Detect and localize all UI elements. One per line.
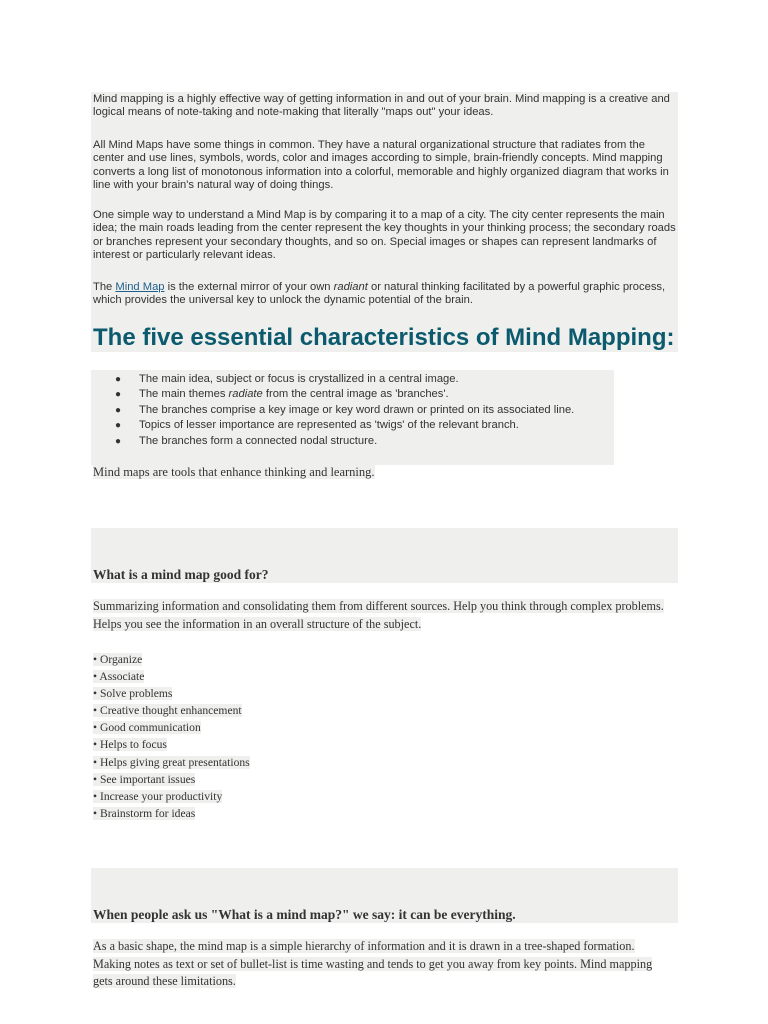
characteristics-list <box>93 372 574 449</box>
list-item <box>93 668 250 685</box>
intro-paragraph-2: All Mind Maps have some things in common. They have a natural organizational structure that radiates from the center and use lines, symbols, words, color and images according to simple, brain-friendly concepts. Mind mapping converts a long list of monotonous information into a colorful, memorable and highly organized diagram that works in line with your brain's natural way of doing things. <box>93 139 669 192</box>
characteristics-heading: The five essential characteristics of Mind Mapping: <box>93 324 675 351</box>
list-item-text: The branches comprise a key image or key word drawn or printed on its associated line. <box>139 403 575 416</box>
list-item <box>93 651 250 668</box>
bullet-icon: ● <box>115 435 122 447</box>
list-item-text-end: from the central image as 'branches'. <box>262 388 449 401</box>
tagline-text: Mind maps are tools that enhance thinking and learning. <box>93 465 375 479</box>
list-item-text: The main idea, subject or focus is crystallized in a central image. <box>139 373 459 385</box>
list-item <box>93 418 574 433</box>
good-for-heading: What is a mind map good for? <box>93 567 269 582</box>
list-item <box>93 805 250 822</box>
list-item-text: Topics of lesser importance are represented as 'twigs' of the relevant branch. <box>139 419 519 432</box>
list-item <box>93 434 574 449</box>
list-item <box>93 372 574 387</box>
p4-end-text: or natural thinking facilitated by a powerful graphic process, which provides the universal key to unlock the dynamic potential of the brain. <box>93 281 666 307</box>
list-item <box>93 719 250 736</box>
list-item-text: The branches form a connected nodal structure. <box>139 434 378 447</box>
good-for-intro-text: Summarizing information and consolidating them from different sources. Help you think through complex problems. Helps you see the information in an overall structure of the subject. <box>93 599 664 631</box>
mind-map-link[interactable]: Mind Map <box>115 281 165 293</box>
list-item-text: • Good communication <box>93 721 201 735</box>
characteristics-tagline <box>93 464 375 480</box>
p4-emphasis-text: radiant <box>333 281 368 293</box>
list-item-text: • Organize <box>93 653 143 666</box>
good-for-list <box>93 651 250 822</box>
list-item-text: • Increase your productivity <box>93 789 223 803</box>
list-item-text: The main themes <box>139 388 229 401</box>
everything-body-text: As a basic shape, the mind map is a simple hierarchy of information and it is drawn in a tree-shaped formation. Making notes as text or set of bullet-list is time wasting and tends to get you away from key points. Mind mapping gets around these limitations. <box>93 939 653 988</box>
list-item <box>93 736 250 753</box>
list-item <box>93 702 250 719</box>
p4-start-text: The <box>93 281 116 293</box>
bullet-icon: ● <box>115 420 122 432</box>
bullet-icon: ● <box>115 404 122 416</box>
good-for-intro <box>93 598 668 633</box>
list-item <box>93 387 574 402</box>
list-item <box>93 754 250 771</box>
everything-body <box>93 938 668 991</box>
p4-mid-text: is the external mirror of your own <box>164 281 334 293</box>
everything-heading: When people ask us "What is a mind map?" we say: it can be everything. <box>93 907 516 922</box>
list-item <box>93 788 250 805</box>
list-item-emphasis: radiate <box>228 388 263 401</box>
intro-paragraph-3: One simple way to understand a Mind Map is by comparing it to a map of a city. The city center represents the main idea; the main roads leading from the center represent the key thoughts in your thinking process; the secondary roads or branches represent your secondary thoughts, and so on. Special images or shapes can represent landmarks of interest or particularly relevant ideas. <box>93 209 676 262</box>
list-item-text: • Creative thought enhancement <box>93 704 242 718</box>
list-item-text: • Associate <box>93 670 145 684</box>
list-item-text: • Helps to focus <box>93 738 167 752</box>
list-item <box>93 403 574 418</box>
list-item-text: • See important issues <box>93 772 196 786</box>
intro-paragraph-1: Mind mapping is a highly effective way of getting information in and out of your brain. Mind mapping is a creative and logical means of note-taking and note-making that literally "maps out" your ideas. <box>93 93 670 119</box>
bullet-icon: ● <box>115 389 122 401</box>
list-item-text: • Brainstorm for ideas <box>93 806 196 820</box>
bullet-icon: ● <box>115 374 122 385</box>
intro-paragraph-4 <box>93 281 678 308</box>
list-item-text: • Solve problems <box>93 687 173 701</box>
list-item-text: • Helps giving great presentations <box>93 755 250 769</box>
list-item <box>93 685 250 702</box>
list-item <box>93 771 250 788</box>
